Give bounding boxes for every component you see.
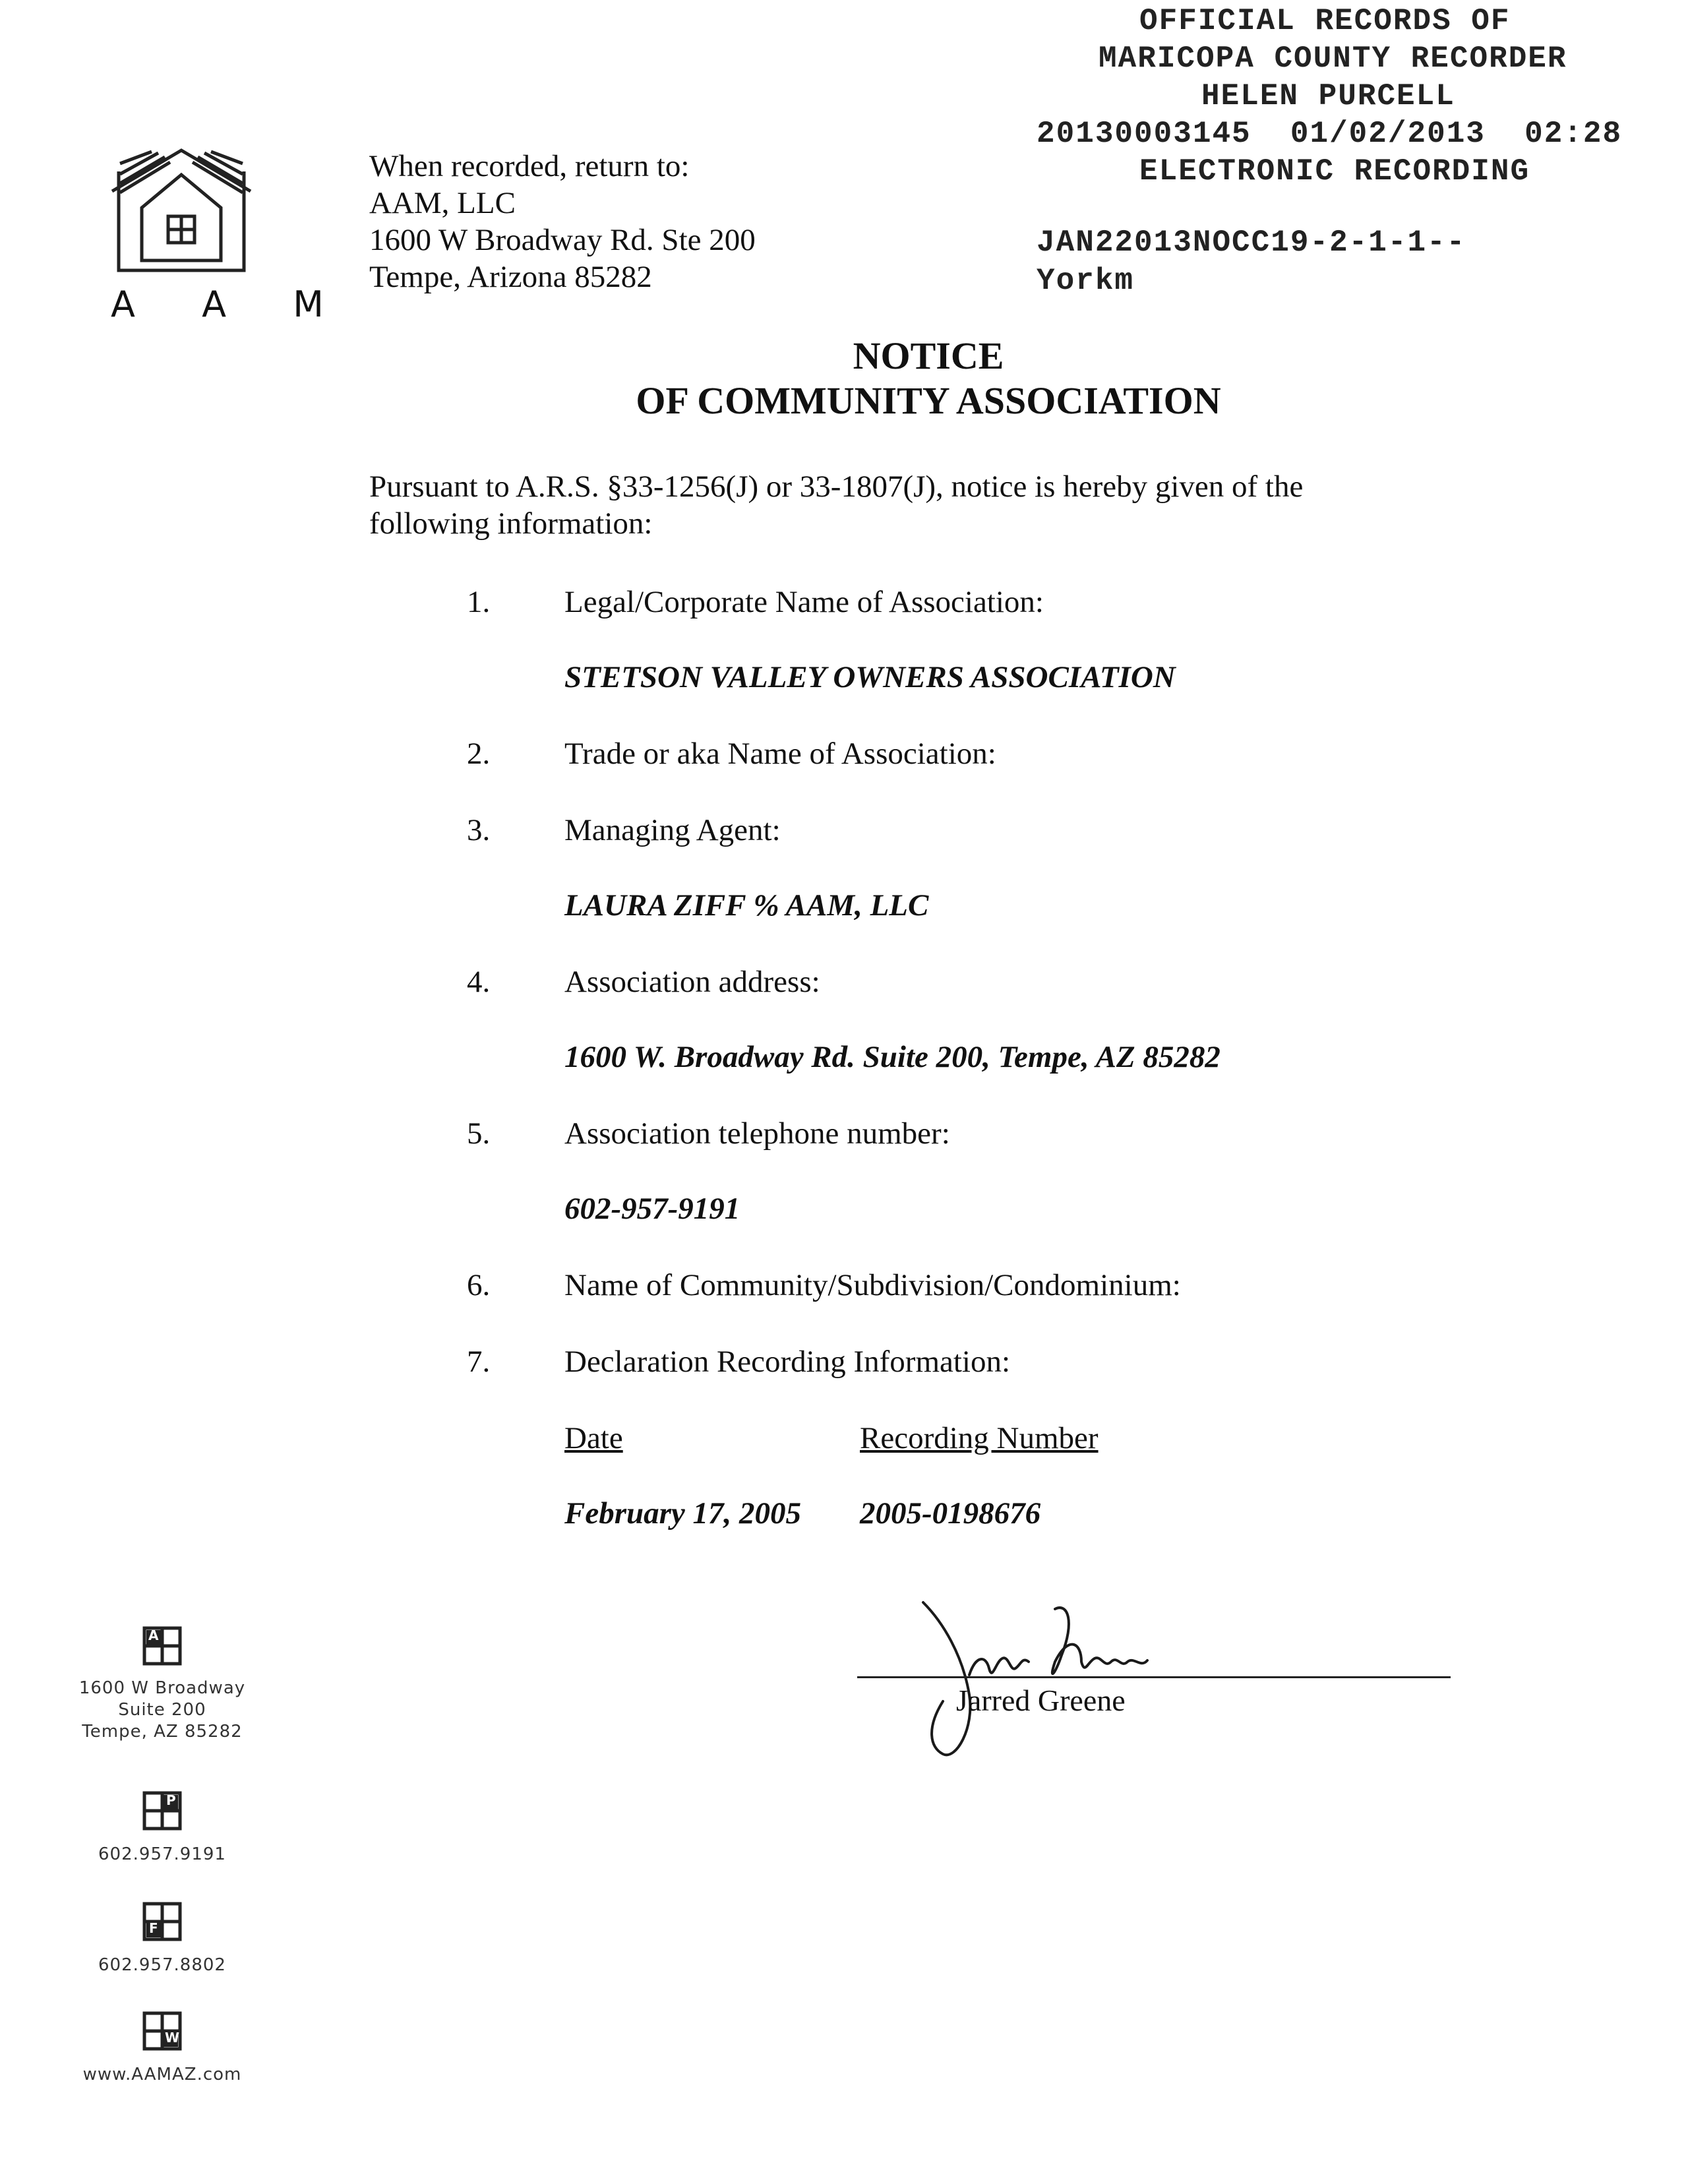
return-to-line-2: AAM, LLC — [369, 186, 516, 220]
item-value: STETSON VALLEY OWNERS ASSOCIATION — [564, 660, 1176, 694]
address-icon — [142, 1626, 182, 1666]
item-number: 6. — [467, 1268, 491, 1302]
recording-date-header: Date — [564, 1421, 623, 1455]
recording-date-value: February 17, 2005 — [564, 1496, 802, 1531]
item-value: LAURA ZIFF % AAM, LLC — [564, 888, 929, 923]
fax-icon-letter: F — [149, 1920, 158, 1936]
phone-icon-letter: P — [166, 1792, 176, 1808]
footer-address-line-2: Suite 200 — [118, 1700, 206, 1720]
item-number: 4. — [467, 965, 491, 999]
item-number: 7. — [467, 1345, 491, 1379]
footer-address-line-3: Tempe, AZ 85282 — [82, 1722, 243, 1742]
document-title-line-2: OF COMMUNITY ASSOCIATION — [636, 379, 1221, 422]
return-to-line-4: Tempe, Arizona 85282 — [369, 260, 652, 294]
item-label: Declaration Recording Information: — [564, 1345, 1011, 1379]
footer-phone: 602.957.9191 — [98, 1844, 226, 1864]
item-number: 3. — [467, 813, 491, 847]
house-logo-icon — [106, 145, 257, 284]
web-icon-letter: W — [165, 2030, 180, 2046]
item-label: Association address: — [564, 965, 820, 999]
fax-icon — [142, 1902, 182, 1941]
recorder-stamp-line-7: Yorkm — [1037, 264, 1135, 298]
recording-number-header: Recording Number — [860, 1421, 1099, 1455]
item-label: Managing Agent: — [564, 813, 781, 847]
item-number: 1. — [467, 585, 491, 619]
recorder-stamp-line-3: HELEN PURCELL — [1201, 79, 1455, 113]
signature-line — [857, 1676, 1451, 1678]
item-label: Name of Community/Subdivision/Condominium: — [564, 1268, 1181, 1302]
return-to-line-1: When recorded, return to: — [369, 149, 690, 183]
handwritten-signature — [857, 1596, 1240, 1767]
recording-number-value: 2005-0198676 — [860, 1496, 1041, 1531]
recorder-stamp-line-2: MARICOPA COUNTY RECORDER — [1099, 42, 1567, 76]
recorder-stamp-line-1: OFFICIAL RECORDS OF — [1139, 4, 1511, 38]
item-number: 5. — [467, 1116, 491, 1151]
footer-fax: 602.957.8802 — [98, 1955, 226, 1975]
item-number: 2. — [467, 737, 491, 771]
item-label: Trade or aka Name of Association: — [564, 737, 996, 771]
item-label: Association telephone number: — [564, 1116, 950, 1151]
item-value: 602-957-9191 — [564, 1192, 740, 1226]
recorder-stamp-line-5: ELECTRONIC RECORDING — [1139, 154, 1530, 189]
intro-paragraph: Pursuant to A.R.S. §33-1256(J) or 33-1807(J), notice is hereby given of the following information: — [369, 470, 1304, 541]
phone-icon — [142, 1791, 182, 1831]
footer-web: www.AAMAZ.com — [82, 2065, 242, 2084]
footer-address-line-1: 1600 W Broadway — [78, 1678, 246, 1698]
web-icon — [142, 2011, 182, 2051]
signer-name: Jarred Greene — [956, 1684, 1126, 1717]
return-to-line-3: 1600 W Broadway Rd. Ste 200 — [369, 223, 756, 257]
document-title-line-1: NOTICE — [853, 334, 1004, 377]
item-label: Legal/Corporate Name of Association: — [564, 585, 1044, 619]
item-value: 1600 W. Broadway Rd. Suite 200, Tempe, AZ 85282 — [564, 1040, 1221, 1074]
address-icon-letter: A — [148, 1627, 159, 1643]
recorder-stamp-line-4: 20130003145 01/02/2013 02:28 — [1037, 117, 1623, 151]
recorder-stamp-line-6: JAN22013NOCC19-2-1-1-- — [1037, 226, 1466, 260]
logo-letters: A A M — [111, 284, 351, 325]
